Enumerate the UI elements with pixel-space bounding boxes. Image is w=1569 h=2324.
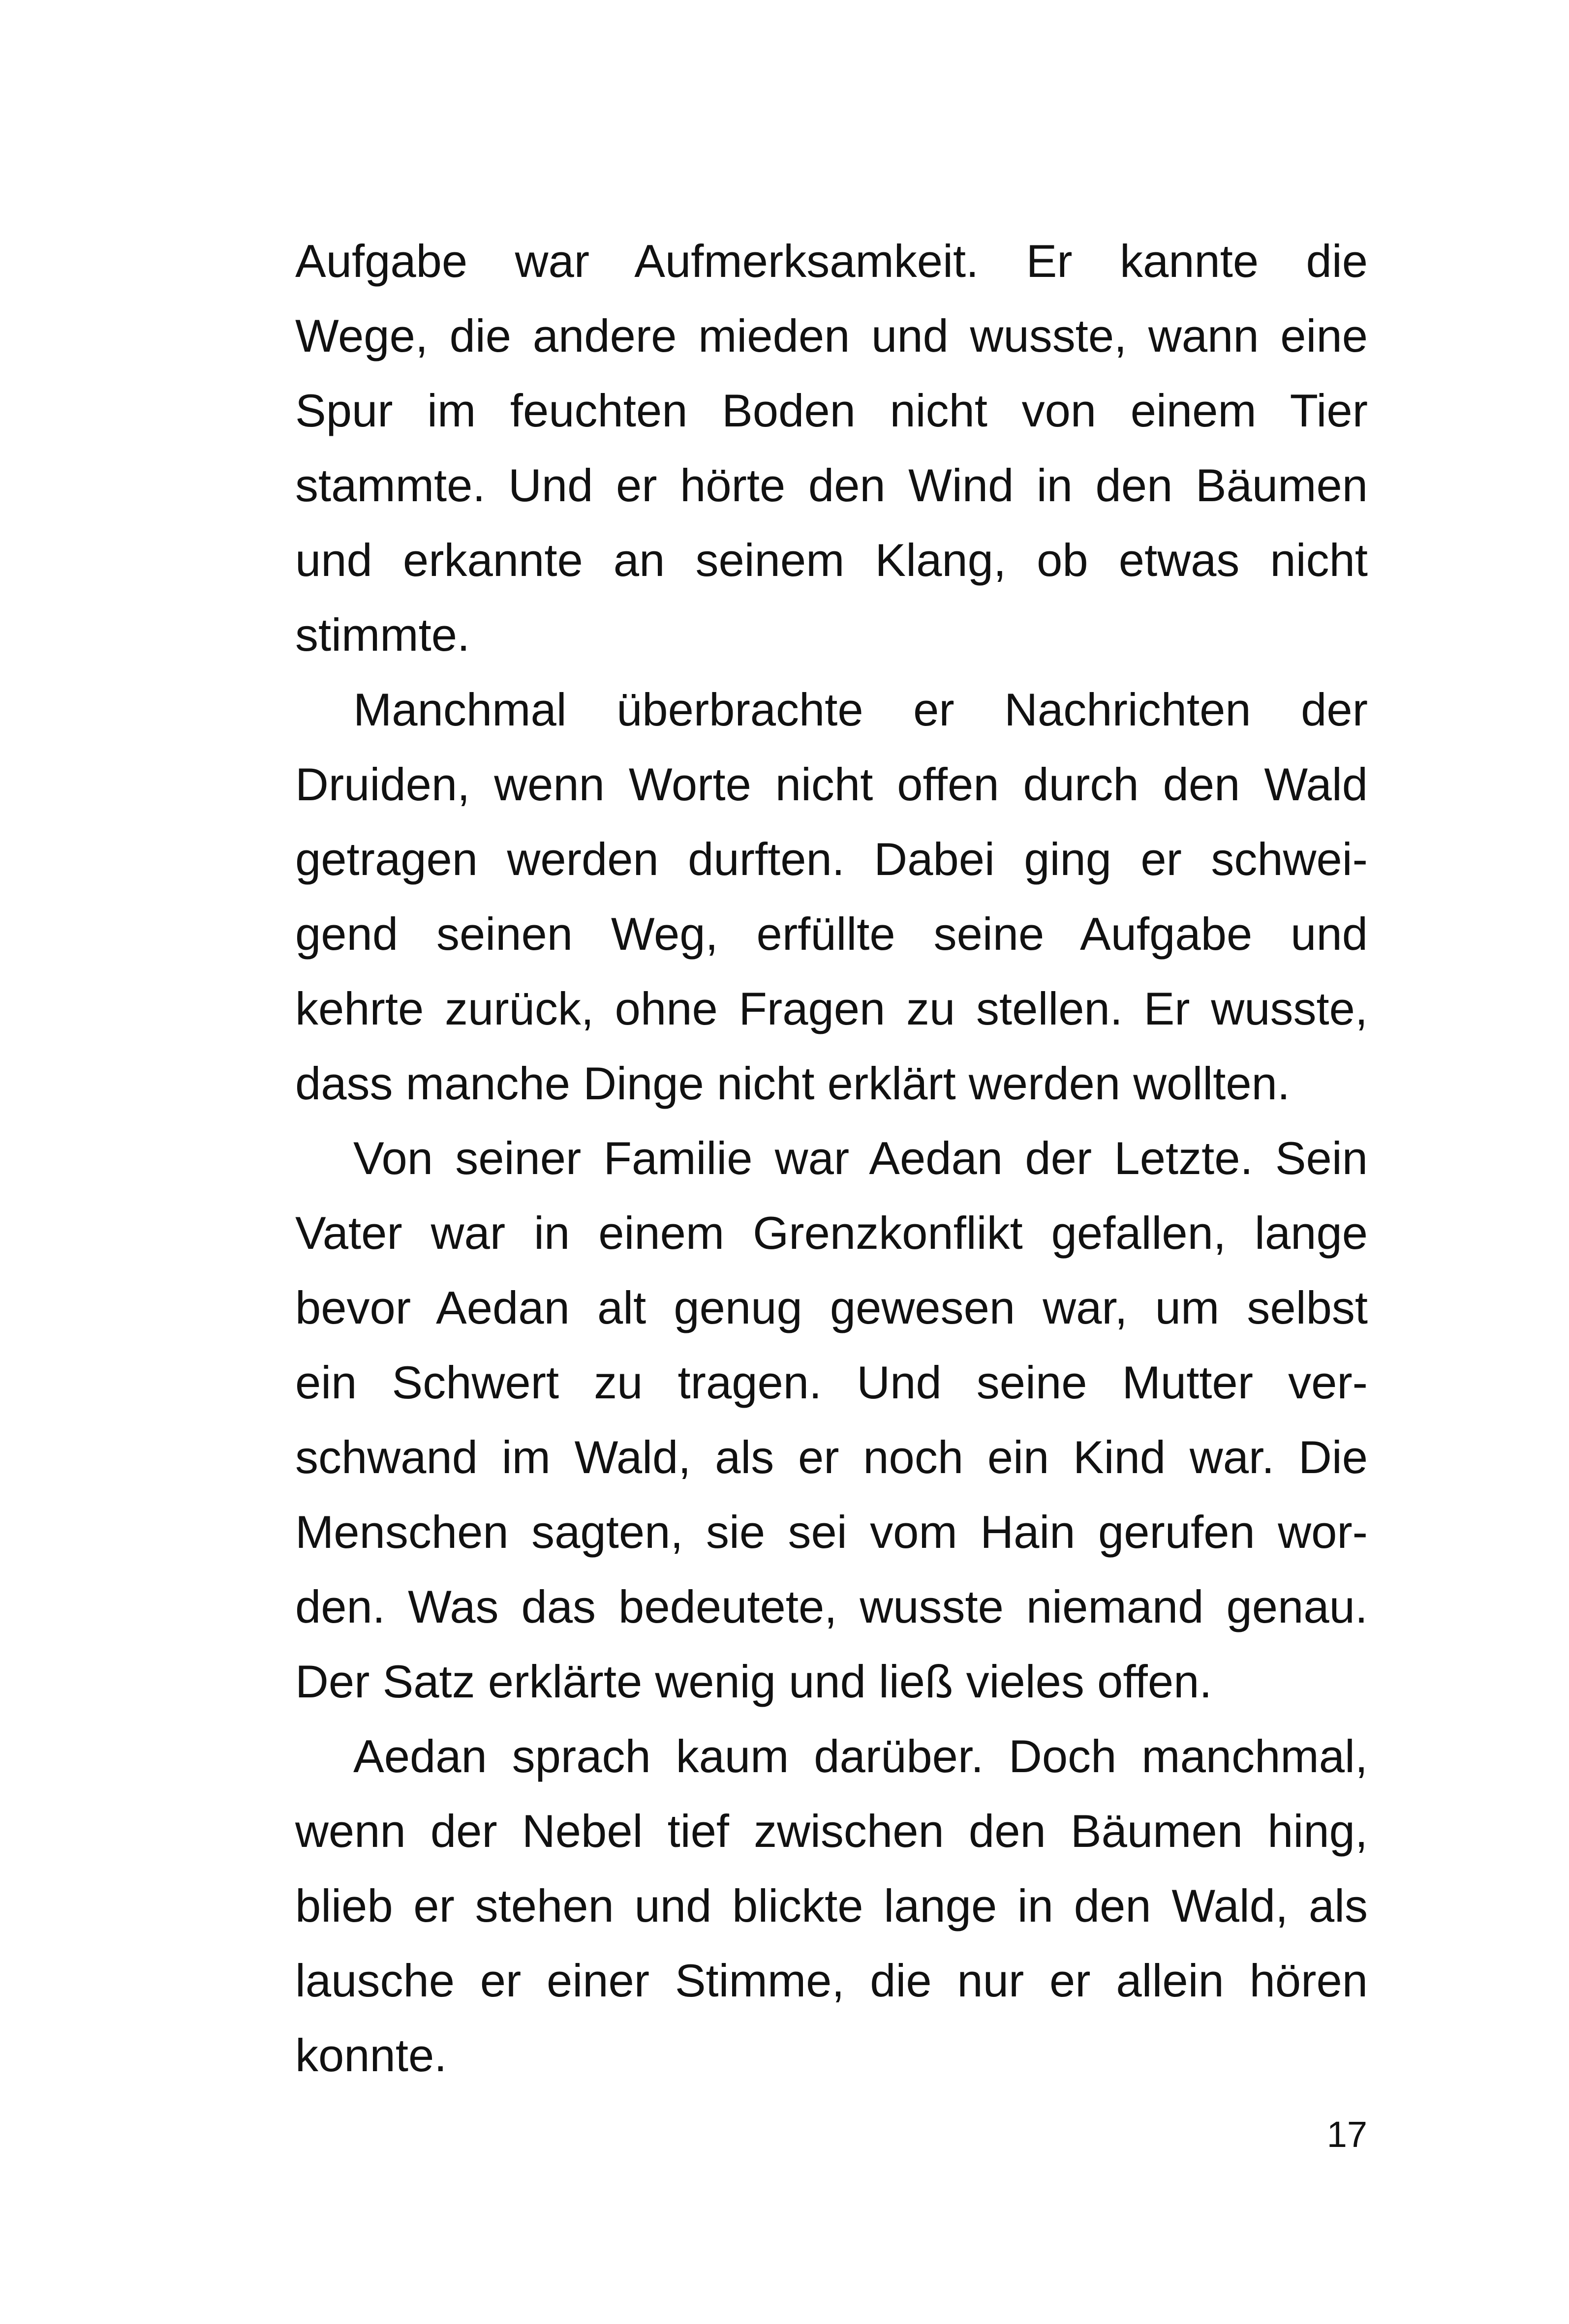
paragraph-4 bbox=[295, 1719, 1368, 2093]
text-line: stammte. Und er hörte den Wind in den Bäumen bbox=[295, 459, 1368, 511]
text-line: bevor Aedan alt genug gewesen war, um selbst bbox=[295, 1282, 1368, 1333]
text-line: Aedan sprach kaum darüber. Doch manchmal, bbox=[353, 1730, 1368, 1782]
page-number: 17 bbox=[1326, 2114, 1367, 2155]
paragraph-2 bbox=[295, 672, 1368, 1121]
text-line: lausche er einer Stimme, die nur er allein hören bbox=[295, 1955, 1368, 2006]
text-line: dass manche Dinge nicht erklärt werden wollten. bbox=[295, 1057, 1291, 1109]
text-line: ein Schwert zu tragen. Und seine Mutter ver- bbox=[295, 1357, 1368, 1408]
text-line: Der Satz erklärte wenig und ließ vieles offen. bbox=[295, 1656, 1212, 1707]
text-line: blieb er stehen und blickte lange in den Wald, als bbox=[295, 1880, 1368, 1932]
text-line: den. Was das bedeutete, wusste niemand genau. bbox=[295, 1581, 1368, 1632]
text-line: Spur im feuchten Boden nicht von einem Tier bbox=[295, 385, 1368, 436]
text-line: Vater war in einem Grenzkonflikt gefallen, lange bbox=[295, 1207, 1368, 1259]
text-line: Menschen sagten, sie sei vom Hain gerufen wor- bbox=[295, 1506, 1368, 1558]
body-text bbox=[295, 224, 1368, 2093]
text-line: stimmte. bbox=[295, 609, 470, 661]
text-line: Druiden, wenn Worte nicht offen durch den Wald bbox=[295, 758, 1368, 810]
text-line: getragen werden durften. Dabei ging er schwei- bbox=[295, 833, 1368, 885]
text-line: Manchmal überbrachte er Nachrichten der bbox=[353, 684, 1368, 735]
text-line: Aufgabe war Aufmerksamkeit. Er kannte die bbox=[295, 235, 1368, 287]
text-line: gend seinen Weg, erfüllte seine Aufgabe und bbox=[295, 908, 1368, 960]
text-line: Von seiner Familie war Aedan der Letzte. Sein bbox=[353, 1132, 1368, 1184]
paragraph-3 bbox=[295, 1121, 1368, 1719]
text-line: Wege, die andere mieden und wusste, wann eine bbox=[295, 310, 1368, 362]
text-line: kehrte zurück, ohne Fragen zu stellen. Er wusste, bbox=[295, 983, 1368, 1034]
text-line: schwand im Wald, als er noch ein Kind war. Die bbox=[295, 1431, 1368, 1483]
text-line: konnte. bbox=[295, 2029, 447, 2081]
text-line: wenn der Nebel tief zwischen den Bäumen hing, bbox=[295, 1805, 1368, 1857]
text-line: und erkannte an seinem Klang, ob etwas nicht bbox=[295, 534, 1368, 586]
paragraph-1 bbox=[295, 224, 1368, 672]
